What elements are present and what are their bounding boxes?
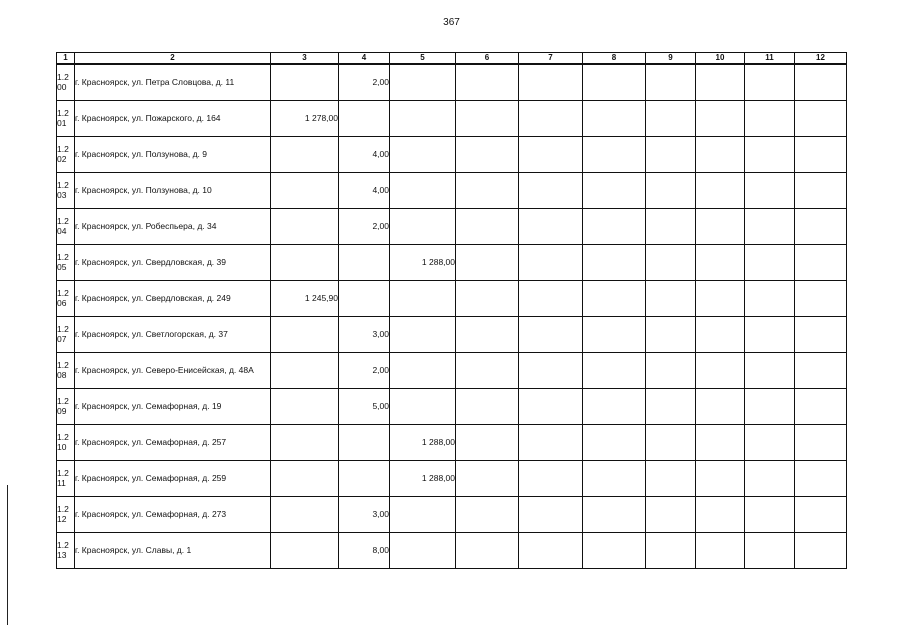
- col5-value-cell: [390, 173, 456, 209]
- table-row: [57, 209, 847, 245]
- empty-cell: [583, 209, 646, 245]
- empty-cell: [519, 425, 583, 461]
- empty-cell: [745, 173, 795, 209]
- address-cell: г. Красноярск, ул. Ползунова, д. 9: [75, 137, 271, 173]
- col5-value-cell: 1 288,00: [390, 245, 456, 281]
- table-row: [57, 245, 847, 281]
- col5-value-cell: [390, 64, 456, 101]
- address-cell: г. Красноярск, ул. Семафорная, д. 259: [75, 461, 271, 497]
- empty-cell: [519, 137, 583, 173]
- empty-cell: [795, 245, 847, 281]
- address-cell: г. Красноярск, ул. Свердловская, д. 39: [75, 245, 271, 281]
- table-row: [57, 101, 847, 137]
- register-table: [56, 52, 847, 569]
- col4-value-cell: [339, 245, 390, 281]
- empty-cell: [646, 353, 696, 389]
- column-header: 10: [696, 53, 745, 65]
- col5-value-cell: [390, 533, 456, 569]
- table-row: [57, 317, 847, 353]
- table-body: [57, 64, 847, 569]
- col3-value-cell: [271, 209, 339, 245]
- col4-value-cell: 3,00: [339, 317, 390, 353]
- margin-line: [7, 485, 8, 625]
- col4-value-cell: [339, 425, 390, 461]
- col3-value-cell: 1 245,90: [271, 281, 339, 317]
- column-header: 11: [745, 53, 795, 65]
- col3-value-cell: [271, 173, 339, 209]
- address-cell: г. Красноярск, ул. Северо-Енисейская, д. 48А: [75, 353, 271, 389]
- column-header: 1: [57, 53, 75, 65]
- column-header: 9: [646, 53, 696, 65]
- empty-cell: [696, 317, 745, 353]
- empty-cell: [745, 353, 795, 389]
- empty-cell: [456, 317, 519, 353]
- empty-cell: [646, 317, 696, 353]
- column-header: 7: [519, 53, 583, 65]
- empty-cell: [456, 461, 519, 497]
- empty-cell: [745, 461, 795, 497]
- empty-cell: [696, 425, 745, 461]
- table-row: [57, 497, 847, 533]
- empty-cell: [519, 209, 583, 245]
- table-row: [57, 425, 847, 461]
- table-row: [57, 353, 847, 389]
- empty-cell: [646, 245, 696, 281]
- empty-cell: [583, 245, 646, 281]
- empty-cell: [745, 64, 795, 101]
- empty-cell: [583, 533, 646, 569]
- table-row: [57, 281, 847, 317]
- empty-cell: [646, 281, 696, 317]
- empty-cell: [696, 64, 745, 101]
- address-cell: г. Красноярск, ул. Семафорная, д. 19: [75, 389, 271, 425]
- empty-cell: [646, 533, 696, 569]
- empty-cell: [646, 64, 696, 101]
- address-cell: г. Красноярск, ул. Светлогорская, д. 37: [75, 317, 271, 353]
- col3-value-cell: [271, 497, 339, 533]
- table-row: [57, 173, 847, 209]
- row-number-cell: 1.2 02: [57, 137, 75, 173]
- empty-cell: [696, 209, 745, 245]
- address-cell: г. Красноярск, ул. Семафорная, д. 257: [75, 425, 271, 461]
- col5-value-cell: [390, 209, 456, 245]
- col3-value-cell: [271, 137, 339, 173]
- empty-cell: [696, 533, 745, 569]
- empty-cell: [583, 281, 646, 317]
- empty-cell: [456, 173, 519, 209]
- col3-value-cell: [271, 353, 339, 389]
- empty-cell: [583, 64, 646, 101]
- row-number-cell: 1.2 11: [57, 461, 75, 497]
- empty-cell: [696, 353, 745, 389]
- empty-cell: [456, 209, 519, 245]
- column-header: 12: [795, 53, 847, 65]
- col3-value-cell: [271, 389, 339, 425]
- empty-cell: [795, 497, 847, 533]
- col5-value-cell: [390, 137, 456, 173]
- empty-cell: [795, 533, 847, 569]
- empty-cell: [519, 389, 583, 425]
- col3-value-cell: [271, 425, 339, 461]
- col4-value-cell: [339, 281, 390, 317]
- empty-cell: [519, 533, 583, 569]
- col3-value-cell: [271, 533, 339, 569]
- col4-value-cell: 5,00: [339, 389, 390, 425]
- empty-cell: [696, 461, 745, 497]
- row-number-cell: 1.2 04: [57, 209, 75, 245]
- col5-value-cell: [390, 281, 456, 317]
- col5-value-cell: [390, 317, 456, 353]
- empty-cell: [456, 353, 519, 389]
- empty-cell: [646, 425, 696, 461]
- column-header: 8: [583, 53, 646, 65]
- empty-cell: [795, 353, 847, 389]
- col4-value-cell: 8,00: [339, 533, 390, 569]
- empty-cell: [519, 461, 583, 497]
- empty-cell: [646, 101, 696, 137]
- empty-cell: [583, 173, 646, 209]
- empty-cell: [583, 137, 646, 173]
- empty-cell: [456, 497, 519, 533]
- col5-value-cell: [390, 389, 456, 425]
- empty-cell: [696, 101, 745, 137]
- page-number: 367: [443, 17, 460, 28]
- empty-cell: [646, 173, 696, 209]
- empty-cell: [696, 389, 745, 425]
- empty-cell: [795, 64, 847, 101]
- empty-cell: [745, 245, 795, 281]
- col3-value-cell: 1 278,00: [271, 101, 339, 137]
- empty-cell: [456, 64, 519, 101]
- empty-cell: [795, 101, 847, 137]
- table-row: [57, 533, 847, 569]
- column-header: 4: [339, 53, 390, 65]
- row-number-cell: 1.2 10: [57, 425, 75, 461]
- empty-cell: [696, 173, 745, 209]
- address-cell: г. Красноярск, ул. Свердловская, д. 249: [75, 281, 271, 317]
- empty-cell: [745, 137, 795, 173]
- column-header: 5: [390, 53, 456, 65]
- empty-cell: [519, 64, 583, 101]
- header-row: [57, 53, 847, 65]
- empty-cell: [456, 389, 519, 425]
- address-cell: г. Красноярск, ул. Ползунова, д. 10: [75, 173, 271, 209]
- col4-value-cell: 3,00: [339, 497, 390, 533]
- row-number-cell: 1.2 07: [57, 317, 75, 353]
- empty-cell: [745, 281, 795, 317]
- row-number-cell: 1.2 08: [57, 353, 75, 389]
- address-cell: г. Красноярск, ул. Петра Словцова, д. 11: [75, 64, 271, 101]
- col4-value-cell: 2,00: [339, 209, 390, 245]
- row-number-cell: 1.2 05: [57, 245, 75, 281]
- address-cell: г. Красноярск, ул. Пожарского, д. 164: [75, 101, 271, 137]
- col3-value-cell: [271, 317, 339, 353]
- empty-cell: [696, 497, 745, 533]
- address-cell: г. Красноярск, ул. Славы, д. 1: [75, 533, 271, 569]
- empty-cell: [583, 389, 646, 425]
- empty-cell: [456, 101, 519, 137]
- empty-cell: [456, 425, 519, 461]
- col3-value-cell: [271, 461, 339, 497]
- empty-cell: [456, 281, 519, 317]
- empty-cell: [456, 533, 519, 569]
- empty-cell: [583, 101, 646, 137]
- empty-cell: [696, 281, 745, 317]
- empty-cell: [583, 461, 646, 497]
- row-number-cell: 1.2 09: [57, 389, 75, 425]
- address-cell: г. Красноярск, ул. Семафорная, д. 273: [75, 497, 271, 533]
- empty-cell: [646, 461, 696, 497]
- col4-value-cell: 2,00: [339, 64, 390, 101]
- col4-value-cell: [339, 101, 390, 137]
- empty-cell: [646, 209, 696, 245]
- empty-cell: [646, 497, 696, 533]
- col5-value-cell: 1 288,00: [390, 461, 456, 497]
- empty-cell: [745, 317, 795, 353]
- address-cell: г. Красноярск, ул. Робеспьера, д. 34: [75, 209, 271, 245]
- table-row: [57, 137, 847, 173]
- empty-cell: [745, 389, 795, 425]
- empty-cell: [745, 209, 795, 245]
- empty-cell: [795, 173, 847, 209]
- col4-value-cell: [339, 461, 390, 497]
- empty-cell: [696, 137, 745, 173]
- empty-cell: [583, 317, 646, 353]
- empty-cell: [646, 137, 696, 173]
- empty-cell: [745, 101, 795, 137]
- empty-cell: [519, 353, 583, 389]
- table-row: [57, 461, 847, 497]
- col5-value-cell: [390, 497, 456, 533]
- empty-cell: [795, 461, 847, 497]
- row-number-cell: 1.2 03: [57, 173, 75, 209]
- empty-cell: [646, 389, 696, 425]
- table-row: [57, 64, 847, 101]
- empty-cell: [519, 317, 583, 353]
- empty-cell: [456, 245, 519, 281]
- empty-cell: [745, 497, 795, 533]
- empty-cell: [519, 101, 583, 137]
- empty-cell: [795, 389, 847, 425]
- col3-value-cell: [271, 245, 339, 281]
- empty-cell: [745, 425, 795, 461]
- empty-cell: [456, 137, 519, 173]
- column-header: 3: [271, 53, 339, 65]
- empty-cell: [696, 245, 745, 281]
- empty-cell: [795, 281, 847, 317]
- table-row: [57, 389, 847, 425]
- row-number-cell: 1.2 01: [57, 101, 75, 137]
- empty-cell: [583, 497, 646, 533]
- empty-cell: [795, 209, 847, 245]
- row-number-cell: 1.2 06: [57, 281, 75, 317]
- empty-cell: [745, 533, 795, 569]
- row-number-cell: 1.2 13: [57, 533, 75, 569]
- col5-value-cell: [390, 101, 456, 137]
- empty-cell: [795, 137, 847, 173]
- col4-value-cell: 4,00: [339, 137, 390, 173]
- col4-value-cell: 2,00: [339, 353, 390, 389]
- row-number-cell: 1.2 00: [57, 64, 75, 101]
- empty-cell: [795, 317, 847, 353]
- col5-value-cell: [390, 353, 456, 389]
- empty-cell: [583, 425, 646, 461]
- column-header: 2: [75, 53, 271, 65]
- empty-cell: [519, 245, 583, 281]
- empty-cell: [519, 173, 583, 209]
- empty-cell: [519, 497, 583, 533]
- col5-value-cell: 1 288,00: [390, 425, 456, 461]
- row-number-cell: 1.2 12: [57, 497, 75, 533]
- empty-cell: [519, 281, 583, 317]
- col3-value-cell: [271, 64, 339, 101]
- col4-value-cell: 4,00: [339, 173, 390, 209]
- empty-cell: [795, 425, 847, 461]
- empty-cell: [583, 353, 646, 389]
- column-header: 6: [456, 53, 519, 65]
